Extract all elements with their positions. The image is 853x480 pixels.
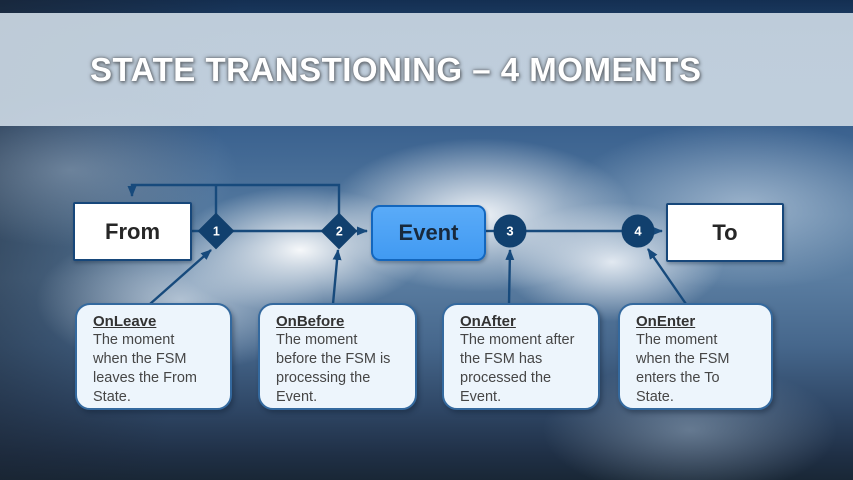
callout-onafter [442, 303, 600, 410]
callout-onenter-text: The moment when the FSM enters the To State. [636, 332, 730, 405]
callout-onafter-text: The moment after the FSM has processed the Event. [460, 332, 575, 405]
slide-title: STATE TRANSTIONING – 4 MOMENTS [90, 50, 702, 88]
onafter-arrow [509, 250, 510, 304]
callout-onbefore-text: The moment before the FSM is processing the Event. [276, 332, 391, 405]
callout-onleave-title: OnLeave [93, 313, 157, 330]
callout-onenter [618, 303, 773, 410]
callout-onafter-title: OnAfter [460, 313, 516, 330]
to-state-label: To [712, 219, 738, 245]
callout-onleave-text: The moment when the FSM leaves the From State. [93, 332, 197, 405]
marker-3-number: 3 [506, 223, 514, 239]
callout-onleave [75, 303, 232, 410]
callout-onenter-title: OnEnter [636, 313, 696, 330]
marker-1-number: 1 [212, 223, 220, 238]
marker-4-number: 4 [634, 223, 642, 239]
from-state-label: From [105, 218, 160, 244]
event-label: Event [398, 220, 459, 245]
moment-marker-3 [494, 215, 527, 248]
to-state-node [666, 203, 784, 262]
from-state-node [73, 202, 192, 261]
event-node [371, 205, 486, 261]
callout-onbefore-title: OnBefore [276, 313, 345, 330]
marker-2-number: 2 [335, 223, 343, 238]
callout-onbefore [258, 303, 417, 410]
onbefore-arrow [333, 250, 338, 304]
moment-marker-4 [622, 215, 655, 248]
